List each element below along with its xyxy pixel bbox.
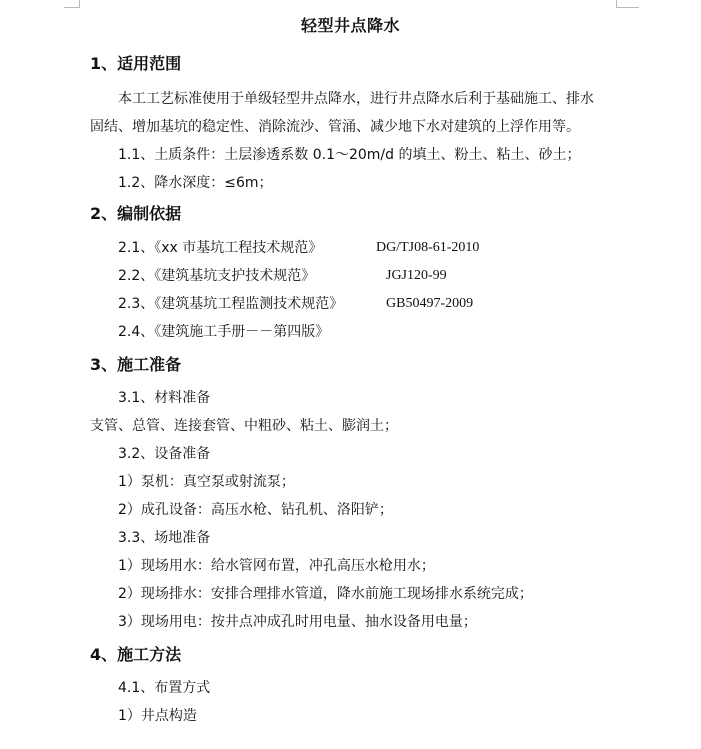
subsection-heading: 3.1、材料准备 (118, 390, 211, 406)
reference-title: 2.1、《xx 市基坑工程技术规范》 (118, 240, 323, 256)
dewatering-depth-line: 1.2、降水深度：≤6m； (118, 175, 273, 191)
list-item: 1）泵机：真空泵或射流泵； (118, 474, 295, 490)
subsection-heading: 3.3、场地准备 (118, 530, 211, 546)
page-corner-mark-left (64, 0, 80, 8)
list-item: 3）现场用电：按井点冲成孔时用电量、抽水设备用电量； (118, 614, 477, 630)
list-item: 2）现场排水：安排合理排水管道，降水前施工现场排水系统完成； (118, 586, 533, 602)
reference-title: 2.3、《建筑基坑工程监测技术规范》 (118, 296, 344, 312)
paragraph-line: 固结、增加基坑的稳定性、消除流沙、管涌、减少地下水对建筑的上浮作用等。 (90, 119, 580, 135)
reference-code: JGJ120-99 (386, 268, 447, 283)
section-heading-scope: 1、适用范围 (90, 54, 182, 73)
document-title: 轻型井点降水 (300, 16, 400, 35)
page-corner-mark-right (616, 0, 639, 8)
paragraph-line: 本工工艺标准使用于单级轻型井点降水，进行井点降水后利于基础施工、排水 (118, 91, 594, 107)
reference-title: 2.4、《建筑施工手册－－第四版》 (118, 324, 330, 340)
reference-title: 2.2、《建筑基坑支护技术规范》 (118, 268, 316, 284)
subsection-heading: 3.2、设备准备 (118, 446, 211, 462)
reference-code: GB50497-2009 (386, 296, 474, 311)
paragraph-line: 支管、总管、连接套管、中粗砂、粘土、膨润土； (90, 418, 398, 434)
reference-code: DG/TJ08-61-2010 (376, 240, 480, 255)
list-item: 1）井点构造 (118, 708, 197, 724)
soil-condition-line: 1.1、土质条件：土层渗透系数 0.1～20m/d 的填土、粉土、粘土、砂土； (118, 147, 581, 163)
section-heading-method: 4、施工方法 (90, 645, 182, 664)
section-heading-basis: 2、编制依据 (90, 204, 182, 223)
list-item: 1）现场用水：给水管网布置，冲孔高压水枪用水； (118, 558, 435, 574)
section-heading-preparation: 3、施工准备 (90, 355, 182, 374)
list-item: 2）成孔设备：高压水枪、钻孔机、洛阳铲； (118, 502, 393, 518)
subsection-heading: 4.1、布置方式 (118, 680, 211, 696)
